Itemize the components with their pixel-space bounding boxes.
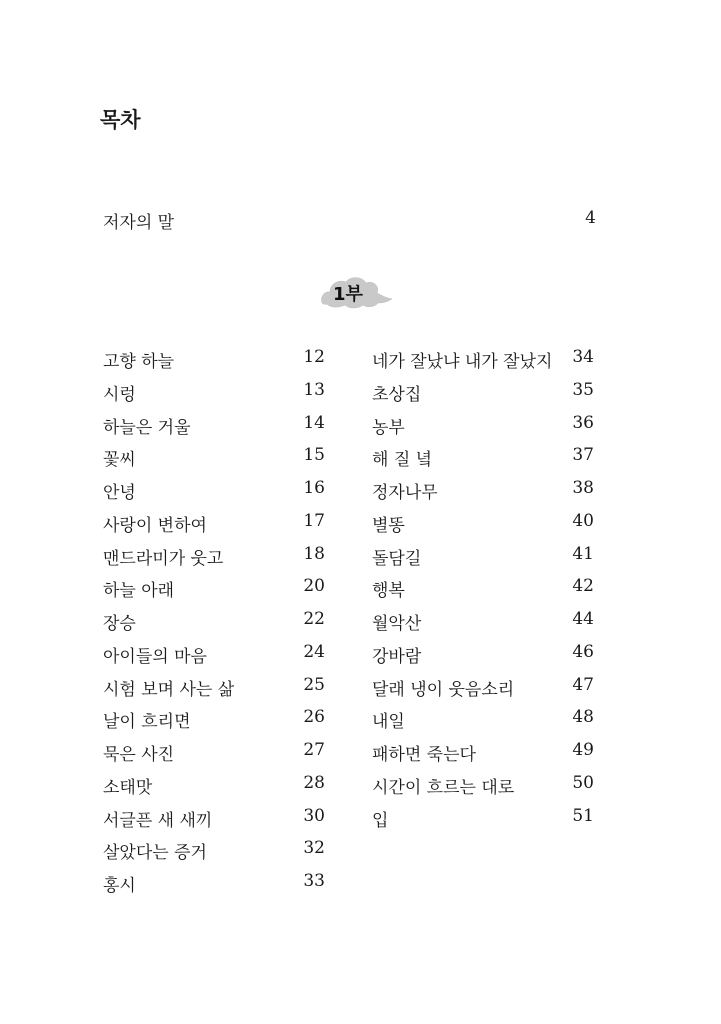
- toc-entry[interactable]: [103, 773, 325, 806]
- toc-entry-page: 51: [572, 805, 594, 826]
- toc-entry-title: 강바람: [372, 646, 422, 667]
- toc-entry-page: 49: [572, 740, 594, 760]
- toc-entry-title: 하늘은 거울: [103, 417, 191, 438]
- toc-entry[interactable]: [103, 609, 325, 642]
- toc-entry[interactable]: [103, 347, 325, 380]
- toc-entry-title: 꽃씨: [103, 450, 136, 471]
- toc-entry-title: 맨드라미가 웃고: [103, 548, 224, 569]
- toc-entry[interactable]: [372, 478, 594, 511]
- toc-entry[interactable]: [103, 445, 325, 478]
- toc-entry[interactable]: [103, 806, 325, 839]
- toc-entry-title: 시간이 흐르는 대로: [372, 777, 515, 798]
- toc-entry-page: 42: [572, 576, 594, 597]
- toc-entry[interactable]: [103, 642, 325, 675]
- toc-entry-title: 묵은 사진: [103, 745, 175, 765]
- toc-entry[interactable]: [103, 576, 325, 609]
- toc-entry-title: 네가 잘났냐 내가 잘났지: [372, 352, 553, 372]
- toc-entry-title: 시렁: [103, 384, 136, 405]
- toc-entry[interactable]: [103, 511, 325, 544]
- toc-entry-page: 37: [572, 445, 594, 466]
- toc-entry[interactable]: [372, 707, 594, 740]
- toc-entry-title: 소태맛: [103, 777, 153, 798]
- toc-entry-title: 초상집: [372, 384, 422, 405]
- toc-entry-page: 15: [303, 445, 325, 466]
- toc-entry-title: 하늘 아래: [103, 581, 175, 602]
- toc-entry-title: 고향 하늘: [103, 352, 175, 372]
- toc-entry[interactable]: [372, 773, 594, 806]
- toc-entry[interactable]: [372, 380, 594, 413]
- toc-entry[interactable]: [103, 675, 325, 708]
- toc-entry-title: 내일: [372, 712, 405, 733]
- part-heading-badge: [318, 275, 394, 311]
- toc-entry-title: 해 질 녘: [372, 450, 433, 471]
- toc-entry-page: 25: [303, 674, 325, 695]
- toc-entry[interactable]: [372, 413, 594, 446]
- toc-entry-page: 38: [572, 478, 594, 498]
- toc-entry[interactable]: [103, 740, 325, 773]
- toc-entry[interactable]: [103, 871, 325, 904]
- toc-entry-title: 돌담길: [372, 548, 422, 569]
- toc-entry-page: 35: [572, 379, 594, 400]
- toc-entry[interactable]: [372, 675, 594, 708]
- toc-entry-title: 아이들의 마음: [103, 646, 207, 667]
- toc-entry[interactable]: [372, 642, 594, 675]
- toc-entry[interactable]: [103, 380, 325, 413]
- toc-entry-title: 홍시: [103, 876, 136, 896]
- page-title: 목차: [100, 108, 141, 132]
- toc-entry-title: 행복: [372, 581, 405, 602]
- toc-entry-page: 17: [303, 510, 325, 531]
- toc-entry-page: 44: [572, 609, 594, 629]
- toc-entry[interactable]: [372, 347, 594, 380]
- toc-entry[interactable]: [372, 806, 594, 839]
- toc-entry-title: 서글픈 새 새끼: [103, 810, 213, 831]
- toc-entry-page: 40: [572, 510, 594, 531]
- toc-entry-page: 26: [303, 707, 325, 728]
- toc-entry-preface[interactable]: [103, 208, 596, 234]
- toc-entry-title: 입: [372, 810, 389, 831]
- toc-entry-title: 농부: [372, 417, 405, 438]
- toc-entry-page: 20: [303, 576, 325, 597]
- toc-entry-title: 날이 흐리면: [103, 712, 191, 733]
- toc-entry-title: 달래 냉이 웃음소리: [372, 679, 515, 700]
- toc-entry[interactable]: [372, 576, 594, 609]
- toc-entry-page: 36: [572, 412, 594, 433]
- toc-entry[interactable]: [103, 838, 325, 871]
- toc-entry-page: 27: [303, 740, 325, 760]
- toc-entry-page: 22: [303, 609, 325, 629]
- toc-entry[interactable]: [103, 544, 325, 577]
- toc-entry-page: 50: [572, 772, 594, 793]
- toc-entry[interactable]: [103, 478, 325, 511]
- toc-entry-page: 33: [303, 871, 325, 891]
- toc-entry-page: 13: [303, 379, 325, 400]
- toc-entry-title: 정자나무: [372, 483, 438, 503]
- toc-entry-page: 4: [585, 208, 596, 228]
- toc-entry[interactable]: [372, 609, 594, 642]
- toc-entry-title: 안녕: [103, 483, 136, 503]
- toc-entry-title: 패하면 죽는다: [372, 745, 476, 765]
- toc-entry-page: 18: [303, 543, 325, 564]
- toc-entry[interactable]: [103, 413, 325, 446]
- toc-entry-page: 47: [572, 674, 594, 695]
- toc-entry-page: 34: [572, 347, 594, 367]
- toc-entry[interactable]: [372, 740, 594, 773]
- toc-list-right: [372, 347, 594, 838]
- toc-list-left: [103, 347, 325, 904]
- part-label: 1부: [333, 284, 363, 305]
- toc-entry-page: 28: [303, 772, 325, 793]
- toc-entry-page: 30: [303, 805, 325, 826]
- toc-entry-title: 사랑이 변하여: [103, 515, 207, 536]
- toc-entry[interactable]: [372, 445, 594, 478]
- toc-entry-page: 24: [303, 641, 325, 662]
- toc-entry-title: 저자의 말: [103, 213, 175, 233]
- toc-entry-title: 월악산: [372, 614, 422, 634]
- toc-entry-page: 14: [303, 412, 325, 433]
- toc-entry-page: 41: [572, 543, 594, 564]
- toc-entry-page: 12: [303, 347, 325, 367]
- toc-entry[interactable]: [372, 544, 594, 577]
- toc-entry-title: 살았다는 증거: [103, 843, 207, 864]
- toc-entry-page: 32: [303, 838, 325, 859]
- toc-entry-title: 별똥: [372, 515, 405, 536]
- toc-entry-title: 시험 보며 사는 삶: [103, 679, 235, 700]
- toc-entry[interactable]: [372, 511, 594, 544]
- toc-entry-page: 16: [303, 478, 325, 498]
- toc-entry-title: 장승: [103, 614, 136, 634]
- toc-entry[interactable]: [103, 707, 325, 740]
- toc-entry-page: 48: [572, 707, 594, 728]
- toc-entry-page: 46: [572, 641, 594, 662]
